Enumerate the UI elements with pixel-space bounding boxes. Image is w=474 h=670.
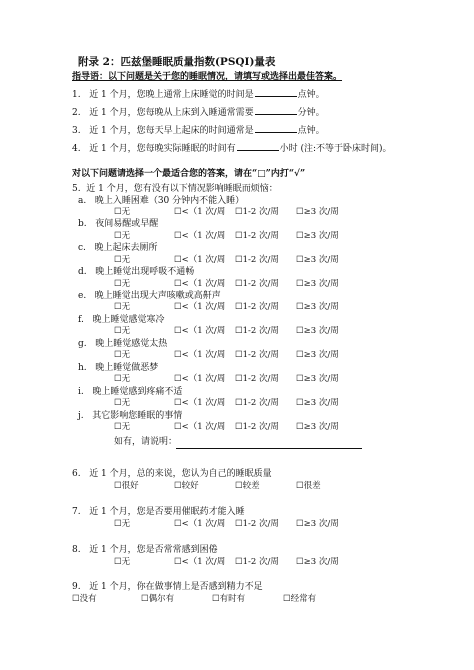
q5-item-e: e. 晚上睡觉出现大声咳嗽或高鼾声 — [78, 291, 221, 301]
q5i-option-none[interactable]: ☐无 — [114, 398, 131, 408]
question-6: 6. 近 1 个月，总的来说，您认为自己的睡眠质量 — [72, 469, 272, 479]
q6-option-good[interactable]: ☐较好 — [174, 481, 199, 491]
q5-item-h: h. 晚上睡觉做恶梦 — [78, 363, 159, 373]
instruction-text: 指导语：以下问题是关于您的睡眠情况，请填写或选择出最佳答案。 — [72, 72, 343, 82]
q5j-option-ge3[interactable]: ☐≥3 次/周 — [296, 422, 339, 432]
choose-instruction: 对以下问题请选择一个最适合您的答案，请在“□”内打“√” — [72, 169, 306, 179]
q5a-option-lt1[interactable]: ☐<（1 次/周 — [174, 207, 226, 217]
question-3: 3. 近 1 个月，您每天早上起床的时间通常是 点钟。 — [72, 126, 325, 136]
q6-option-very-good[interactable]: ☐很好 — [114, 481, 139, 491]
q5-item-g: g. 晚上睡觉感觉太热 — [78, 339, 168, 349]
q5-other-label: 如有，请说明： — [114, 437, 178, 447]
q5a-option-none[interactable]: ☐无 — [114, 207, 131, 217]
q5-other-input[interactable] — [176, 448, 362, 449]
q6-option-very-poor[interactable]: ☐很差 — [296, 481, 321, 491]
question-8: 8. 近 1 个月，您是否常常感到困倦 — [72, 545, 218, 555]
q8-option-ge3[interactable]: ☐≥3 次/周 — [296, 557, 339, 567]
question-4: 4. 近 1 个月，您每晚实际睡眠的时间有 小时 (注:不等于卧床时间)。 — [72, 144, 392, 154]
q5-item-f: f. 晚上睡觉感觉寒冷 — [78, 315, 165, 325]
q9-option-sometimes[interactable]: ☐有时有 — [212, 594, 246, 604]
q5c-option-1to2[interactable]: ☐1-2 次/周 — [235, 255, 279, 265]
q5d-option-ge3[interactable]: ☐≥3 次/周 — [296, 279, 339, 289]
answer-blank-1[interactable] — [255, 88, 297, 97]
q5f-option-none[interactable]: ☐无 — [114, 326, 131, 336]
q5j-option-1to2[interactable]: ☐1-2 次/周 — [235, 422, 279, 432]
answer-blank-3[interactable] — [255, 124, 297, 133]
answer-blank-4[interactable] — [237, 142, 279, 151]
answer-blank-2[interactable] — [255, 106, 297, 115]
q5b-option-none[interactable]: ☐无 — [114, 231, 131, 241]
q5c-option-lt1[interactable]: ☐<（1 次/周 — [174, 255, 226, 265]
q7-option-1to2[interactable]: ☐1-2 次/周 — [235, 519, 279, 529]
q5h-option-none[interactable]: ☐无 — [114, 374, 131, 384]
q5g-option-ge3[interactable]: ☐≥3 次/周 — [296, 350, 339, 360]
q5h-option-lt1[interactable]: ☐<（1 次/周 — [174, 374, 226, 384]
question-9: 9. 近 1 个月，你在做事情上是否感到精力不足 — [72, 582, 263, 592]
q5-item-a: a. 晚上入睡困难（30 分钟内不能入睡） — [78, 196, 245, 206]
q5-item-d: d. 晚上睡觉出现呼吸不通畅 — [78, 267, 195, 277]
q5c-option-none[interactable]: ☐无 — [114, 255, 131, 265]
q5f-option-1to2[interactable]: ☐1-2 次/周 — [235, 326, 279, 336]
q5e-option-none[interactable]: ☐无 — [114, 302, 131, 312]
question-5-intro: 5. 近 1 个月，您有没有以下情况影响睡眠而烦恼： — [72, 184, 278, 194]
q8-option-none[interactable]: ☐无 — [114, 557, 131, 567]
q5i-option-lt1[interactable]: ☐<（1 次/周 — [174, 398, 226, 408]
q8-option-1to2[interactable]: ☐1-2 次/周 — [235, 557, 279, 567]
q7-option-ge3[interactable]: ☐≥3 次/周 — [296, 519, 339, 529]
q5-item-c: c. 晚上起床去厕所 — [78, 243, 158, 253]
q5g-option-lt1[interactable]: ☐<（1 次/周 — [174, 350, 226, 360]
q9-option-occasionally[interactable]: ☐偶尔有 — [141, 594, 175, 604]
q5h-option-ge3[interactable]: ☐≥3 次/周 — [296, 374, 339, 384]
q9-option-never[interactable]: ☐没有 — [72, 594, 97, 604]
q5c-option-ge3[interactable]: ☐≥3 次/周 — [296, 255, 339, 265]
q8-option-lt1[interactable]: ☐<（1 次/周 — [174, 557, 226, 567]
q5h-option-1to2[interactable]: ☐1-2 次/周 — [235, 374, 279, 384]
q5d-option-lt1[interactable]: ☐<（1 次/周 — [174, 279, 226, 289]
q5e-option-1to2[interactable]: ☐1-2 次/周 — [235, 302, 279, 312]
q5j-option-none[interactable]: ☐无 — [114, 422, 131, 432]
q5b-option-ge3[interactable]: ☐≥3 次/周 — [296, 231, 339, 241]
q5f-option-lt1[interactable]: ☐<（1 次/周 — [174, 326, 226, 336]
q6-option-poor[interactable]: ☐较差 — [235, 481, 260, 491]
q9-option-often[interactable]: ☐经常有 — [283, 594, 317, 604]
q5i-option-ge3[interactable]: ☐≥3 次/周 — [296, 398, 339, 408]
q5f-option-ge3[interactable]: ☐≥3 次/周 — [296, 326, 339, 336]
q5-item-i: i. 晚上睡觉感到疼痛不适 — [78, 387, 183, 397]
q5-item-b: b. 夜间易醒或早醒 — [78, 219, 159, 229]
question-7: 7. 近 1 个月，您是否要用催眠药才能入睡 — [72, 507, 245, 517]
q5e-option-ge3[interactable]: ☐≥3 次/周 — [296, 302, 339, 312]
q5j-option-lt1[interactable]: ☐<（1 次/周 — [174, 422, 226, 432]
q5i-option-1to2[interactable]: ☐1-2 次/周 — [235, 398, 279, 408]
q5g-option-none[interactable]: ☐无 — [114, 350, 131, 360]
q7-option-none[interactable]: ☐无 — [114, 519, 131, 529]
q5d-option-1to2[interactable]: ☐1-2 次/周 — [235, 279, 279, 289]
q5a-option-ge3[interactable]: ☐≥3 次/周 — [296, 207, 339, 217]
q5a-option-1to2[interactable]: ☐1-2 次/周 — [235, 207, 279, 217]
page-title: 附录 2：匹兹堡睡眠质量指数(PSQI)量表 — [78, 56, 276, 68]
q5b-option-1to2[interactable]: ☐1-2 次/周 — [235, 231, 279, 241]
q5b-option-lt1[interactable]: ☐<（1 次/周 — [174, 231, 226, 241]
q7-option-lt1[interactable]: ☐<（1 次/周 — [174, 519, 226, 529]
question-1: 1. 近 1 个月，您晚上通常上床睡觉的时间是 点钟。 — [72, 90, 325, 100]
q5d-option-none[interactable]: ☐无 — [114, 279, 131, 289]
q5-item-j: j. 其它影响您睡眠的事情 — [78, 411, 183, 421]
q5g-option-1to2[interactable]: ☐1-2 次/周 — [235, 350, 279, 360]
q5e-option-lt1[interactable]: ☐<（1 次/周 — [174, 302, 226, 312]
question-2: 2. 近 1 个月，您每晚从上床到入睡通常需要 分钟。 — [72, 108, 325, 118]
